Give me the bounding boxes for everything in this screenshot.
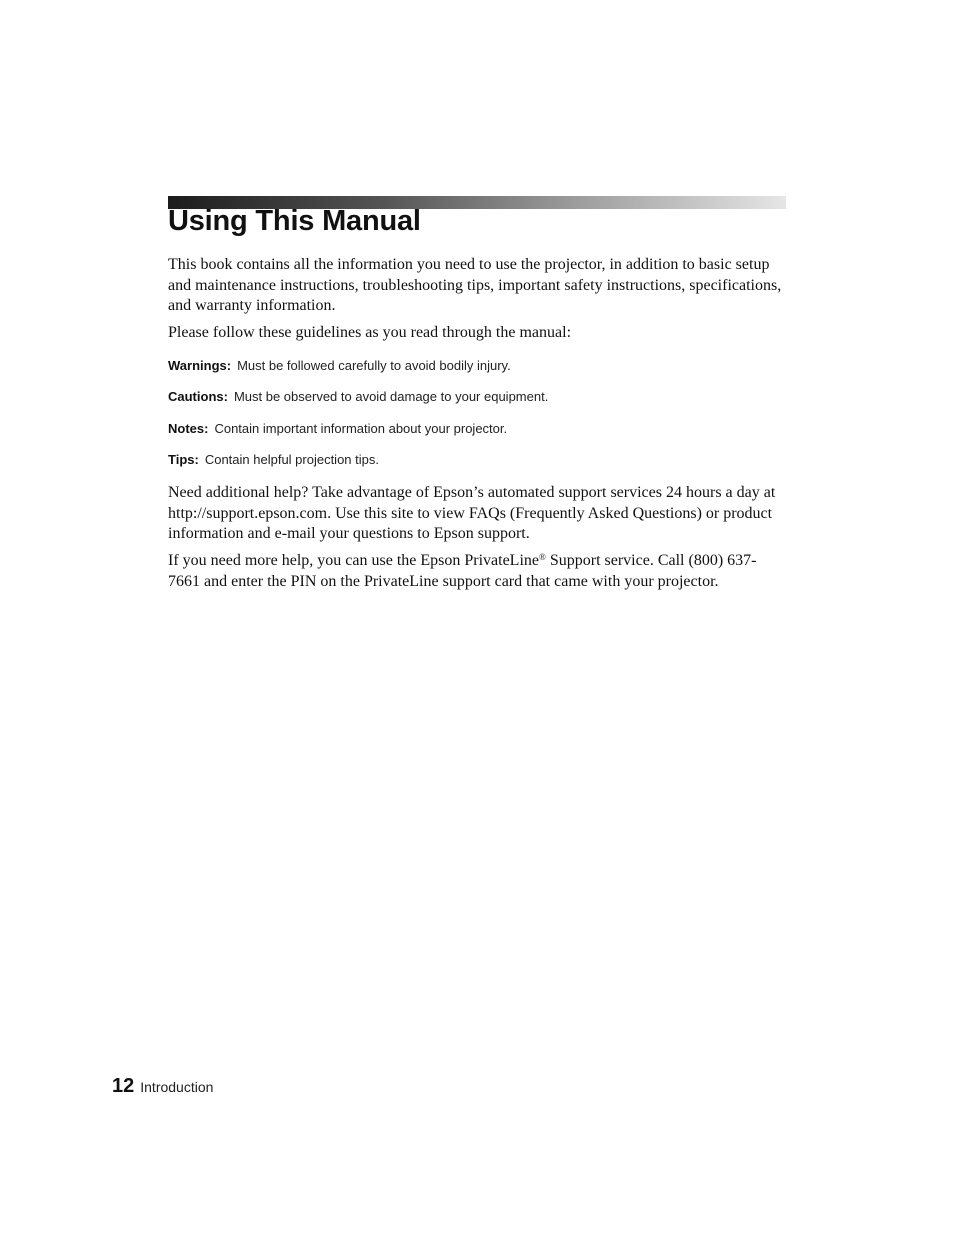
privateline-paragraph [168, 551, 788, 592]
guideline-term: Notes: [168, 421, 209, 436]
page-title: Using This Manual [168, 205, 421, 237]
guideline-text: Contain helpful projection tips. [204, 452, 379, 467]
guideline-term: Tips: [168, 452, 199, 467]
privateline-text-after: Support service. Call (800) 637-7661 and enter the PIN on the PrivateLine support card that came with your projector. [168, 552, 757, 590]
guideline-text: Must be observed to avoid damage to your equipment. [233, 389, 549, 404]
guideline-cautions [168, 389, 548, 404]
intro-paragraph: This book contains all the information you need to use the projector, in addition to basic setup and maintenance instructions, troubleshooting tips, important safety instructions, specifications, and warranty information. [168, 256, 782, 314]
page-footer [112, 1075, 213, 1098]
guideline-text: Contain important information about your projector. [214, 421, 508, 436]
guideline-text: Must be followed carefully to avoid bodily injury. [237, 358, 511, 373]
help-paragraph: Need additional help? Take advantage of Epson’s automated support services 24 hours a day at http://support.epson.com. Use this site to view FAQs (Frequently Asked Questions) or product information and e-mail your questions to Epson support. [168, 484, 776, 542]
guidelines-intro: Please follow these guidelines as you read through the manual: [168, 324, 572, 341]
page-number: 12 [112, 1075, 135, 1097]
guideline-term: Warnings: [168, 358, 232, 373]
privateline-text-before: If you need more help, you can use the Epson PrivateLine [168, 552, 539, 569]
section-name: Introduction [140, 1079, 214, 1095]
registered-mark: ® [539, 552, 546, 562]
guideline-term: Cautions: [168, 389, 228, 404]
guideline-warnings [168, 358, 511, 373]
guideline-notes [168, 421, 507, 436]
guideline-tips [168, 452, 379, 467]
